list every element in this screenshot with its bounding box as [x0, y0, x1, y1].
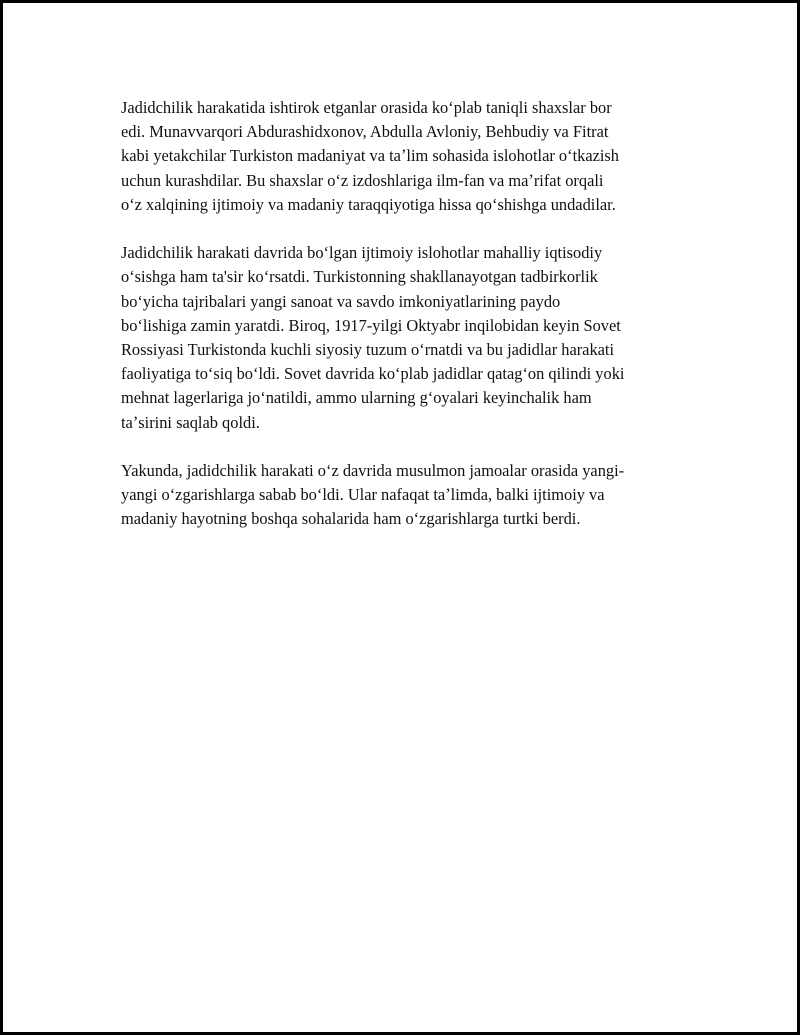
text-line: uchun kurashdilar. Bu shaxslar oʻz izdoshlariga ilm-fan va maʼrifat orqali — [121, 170, 604, 190]
text-line: madaniy hayotning boshqa sohalarida ham oʻzgarishlarga turtki berdi. — [121, 509, 581, 529]
document-body — [121, 96, 701, 532]
text-line: Rossiyasi Turkistonda kuchli siyosiy tuzum oʻrnatdi va bu jadidlar harakati — [121, 340, 615, 360]
text-line: Yakunda, jadidchilik harakati oʻz davrida musulmon jamoalar orasida yangi- — [121, 461, 625, 481]
paragraph-3 — [121, 459, 701, 532]
text-line: mehnat lagerlariga joʻnatildi, ammo ularning gʻoyalari keyinchalik ham — [121, 388, 592, 408]
text-line: Jadidchilik harakati davrida boʻlgan ijtimoiy islohotlar mahalliy iqtisodiy — [121, 243, 603, 263]
text-line: oʻsishga ham ta'sir koʻrsatdi. Turkistonning shakllanayotgan tadbirkorlik — [121, 267, 598, 287]
paragraph-1 — [121, 96, 701, 217]
text-line: Jadidchilik harakatida ishtirok etganlar orasida koʻplab taniqli shaxslar bor — [121, 98, 612, 117]
text-line: faoliyatiga toʻsiq boʻldi. Sovet davrida koʻplab jadidlar qatagʻon qilindi yoki — [121, 364, 625, 384]
text-line: taʼsirini saqlab qoldi. — [121, 412, 260, 432]
text-line: boʻyicha tajribalari yangi sanoat va savdo imkoniyatlarining paydo — [121, 291, 561, 311]
text-line: boʻlishiga zamin yaratdi. Biroq, 1917-yilgi Oktyabr inqilobidan keyin Sovet — [121, 315, 621, 335]
text-line: oʻz xalqining ijtimoiy va madaniy taraqqiyotiga hissa qoʻshishga undadilar. — [121, 194, 616, 214]
text-line: kabi yetakchilar Turkiston madaniyat va taʼlim sohasida islohotlar oʻtkazish — [121, 146, 619, 166]
text-line: yangi oʻzgarishlarga sabab boʻldi. Ular nafaqat taʼlimda, balki ijtimoiy va — [121, 485, 605, 505]
text-line: edi. Munavvarqori Abdurashidxonov, Abdulla Avloniy, Behbudiy va Fitrat — [121, 122, 609, 142]
paragraph-2 — [121, 241, 701, 435]
